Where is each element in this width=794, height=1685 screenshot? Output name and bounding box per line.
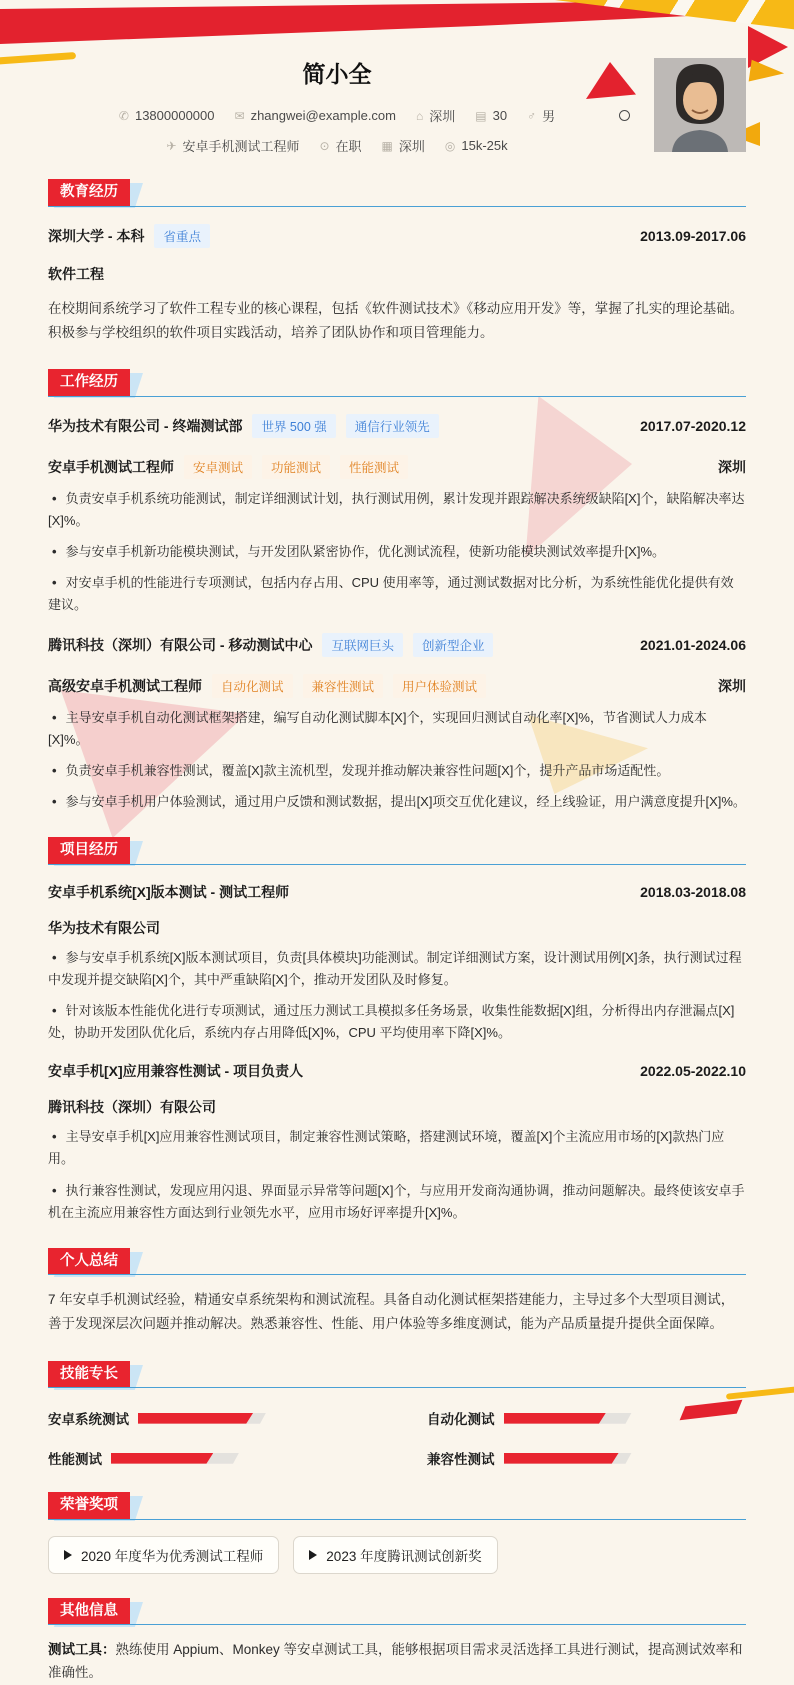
school-tag: 省重点	[154, 224, 210, 248]
project-bullet: • 针对该版本性能优化进行专项测试，通过压力测试工具模拟多任务场景，收集性能数据[X]组，分析得出内存泄漏点[X]处，协助开发团队优化后，系统内存占用降低[X]%，CPU 平均使用率下降[X]%。	[48, 1003, 735, 1041]
bullet-dot: •	[52, 543, 57, 559]
job-date: 2021.01-2024.06	[640, 637, 746, 654]
job-location: 深圳	[718, 678, 746, 695]
honor-text: 2023 年度腾讯测试创新奖	[326, 1548, 482, 1564]
bullet-dot: •	[52, 1182, 57, 1198]
project-name: 安卓手机[X]应用兼容性测试 - 项目负责人	[48, 1063, 304, 1080]
section-title-badge: 其他信息	[48, 1598, 130, 1625]
other-info-value: 熟练使用 Appium、Monkey 等安卓测试工具，能够根据项目需求灵活选择工具进行测试，提高测试效率和准确性。	[48, 1642, 743, 1681]
project-bullet: • 参与安卓手机系统[X]版本测试项目，负责[具体模块]功能测试。制定详细测试方案，设计测试用例[X]条，执行测试过程中发现并提交缺陷[X]个，其中严重缺陷[X]个，推动开发团队及时修复。	[48, 949, 742, 988]
job-role: 安卓手机测试工程师	[48, 458, 174, 475]
contact-row-1	[48, 106, 626, 125]
section-header	[48, 1598, 746, 1626]
role-tag: 功能测试	[262, 455, 330, 479]
skill-bar-fill	[504, 1453, 619, 1464]
skill-item	[427, 1448, 746, 1468]
email-item	[235, 108, 397, 123]
role-tag: 性能测试	[340, 455, 408, 479]
bullet-dot: •	[52, 763, 57, 779]
section-header	[48, 1248, 746, 1276]
job-intention-icon: ✈	[166, 138, 177, 153]
role-tag: 自动化测试	[212, 674, 293, 698]
section-header	[48, 1361, 746, 1389]
bullet-dot: •	[52, 574, 57, 590]
project-name: 安卓手机系统[X]版本测试 - 测试工程师	[48, 883, 290, 900]
skill-bar-fill	[504, 1413, 606, 1424]
status-value: 在职	[335, 139, 362, 154]
bullet-dot: •	[52, 1129, 57, 1145]
job-entry	[48, 633, 746, 813]
section-work	[48, 369, 746, 813]
skill-bar-track	[138, 1413, 266, 1424]
job-bullet: • 主导安卓手机自动化测试框架搭建，编写自动化测试脚本[X]个，实现回归测试自动化率[X]%，节省测试人力成本[X]%。	[48, 710, 707, 748]
skill-bar-fill	[138, 1413, 253, 1424]
bullet-dot: •	[52, 1003, 57, 1019]
bullet-dot: •	[52, 794, 57, 810]
bullet-dot: •	[52, 949, 57, 965]
job-intention-item	[166, 136, 299, 155]
job-intention-value: 安卓手机测试工程师	[182, 139, 300, 154]
section-title-badge: 工作经历	[48, 369, 130, 396]
section-honors	[48, 1492, 746, 1574]
age-item	[475, 108, 507, 123]
section-header	[48, 837, 746, 865]
company-tag: 世界 500 强	[252, 414, 335, 438]
project-org: 华为技术有限公司	[48, 919, 160, 936]
job-bullet: • 负责安卓手机兼容性测试，覆盖[X]款主流机型，发现并推动解决兼容性问题[X]个，提升产品市场适配性。	[52, 763, 670, 779]
project-date: 2022.05-2022.10	[640, 1063, 746, 1080]
job-date: 2017.07-2020.12	[640, 417, 746, 434]
company-tag: 创新型企业	[413, 633, 494, 657]
major: 软件工程	[48, 265, 104, 282]
work-city-item	[382, 136, 425, 155]
play-icon	[309, 1550, 317, 1560]
age-icon: ▤	[475, 108, 487, 123]
role-tag: 兼容性测试	[303, 674, 384, 698]
summary-text: 7 年安卓手机测试经验，精通安卓系统架构和测试流程。具备自动化测试框架搭建能力，主导过多个大型项目测试，善于发现深层次问题并推动解决。熟悉兼容性、性能、用户体验等多维度测试，能为产品质量提升提供全面保障。	[48, 1292, 735, 1332]
skill-label: 性能测试	[48, 1452, 102, 1468]
skill-bar-track	[504, 1453, 632, 1464]
skill-label: 安卓系统测试	[48, 1412, 129, 1428]
job-bullet: • 参与安卓手机新功能模块测试，与开发团队紧密协作，优化测试流程，使新功能模块测试效率提升[X]%。	[52, 543, 666, 559]
salary-icon: ◎	[444, 138, 456, 153]
section-title-badge: 荣誉奖项	[48, 1492, 130, 1519]
job-location: 深圳	[718, 458, 746, 475]
project-date: 2018.03-2018.08	[640, 883, 746, 900]
page-title: 简小全	[302, 61, 372, 87]
section-title-badge: 教育经历	[48, 179, 130, 206]
company-tag: 互联网巨头	[322, 633, 403, 657]
project-entry	[48, 882, 746, 1044]
section-header	[48, 1492, 746, 1520]
email-value: zhangwei@example.com	[250, 108, 396, 123]
education-date: 2013.09-2017.06	[640, 227, 746, 244]
job-bullet: • 对安卓手机的性能进行专项测试，包括内存占用、CPU 使用率等，通过测试数据对比分析，为系统性能优化提供有效建议。	[48, 574, 734, 612]
project-entry	[48, 1061, 746, 1223]
gender-icon: ♂	[527, 108, 537, 123]
bullet-dot: •	[52, 490, 57, 506]
phone-icon: ✆	[118, 108, 129, 123]
company-name: 腾讯科技（深圳）有限公司 - 移动测试中心	[48, 637, 313, 654]
job-bullet: • 负责安卓手机系统功能测试，制定详细测试计划，执行测试用例，累计发现并跟踪解决系统级缺陷[X]个，缺陷解决率达[X]%。	[48, 490, 745, 528]
other-info-text	[48, 1639, 746, 1685]
skill-bar-fill	[111, 1453, 213, 1464]
skill-bar-track	[111, 1453, 239, 1464]
honor-pill	[293, 1536, 497, 1574]
home-city-item	[416, 106, 455, 125]
profile-photo	[654, 58, 746, 152]
project-bullet: • 执行兼容性测试，发现应用闪退、界面显示异常等问题[X]个，与应用开发商沟通协调，推动问题解决。最终使该安卓手机在主流应用兼容性方面达到行业领先水平，应用市场好评率提升[X]%。	[48, 1182, 745, 1220]
section-title-badge: 技能专长	[48, 1361, 130, 1388]
salary-item	[445, 138, 508, 153]
mail-icon: ✉	[234, 108, 245, 123]
role-tag: 用户体验测试	[393, 674, 486, 698]
work-city-value: 深圳	[398, 139, 425, 154]
company-name: 华为技术有限公司 - 终端测试部	[48, 417, 243, 434]
phone-value: 13800000000	[134, 108, 215, 123]
status-item	[319, 136, 361, 155]
school-name: 深圳大学 - 本科	[48, 227, 145, 244]
section-header	[48, 179, 746, 207]
skill-item	[427, 1408, 746, 1428]
contact-row-2	[48, 136, 626, 155]
play-icon	[64, 1550, 72, 1560]
honor-pill	[48, 1536, 279, 1574]
home-city-value: 深圳	[429, 109, 456, 124]
job-entry	[48, 414, 746, 616]
avatar	[654, 58, 746, 152]
company-tag: 通信行业领先	[346, 414, 439, 438]
gender-item	[527, 106, 555, 125]
status-icon: ⊙	[319, 138, 330, 153]
section-header	[48, 369, 746, 397]
section-education	[48, 179, 746, 345]
home-icon: ⌂	[416, 108, 424, 123]
job-role: 高级安卓手机测试工程师	[48, 678, 202, 695]
section-skills	[48, 1361, 746, 1469]
skill-label: 兼容性测试	[427, 1452, 495, 1468]
section-title-badge: 个人总结	[48, 1248, 130, 1275]
salary-value: 15k-25k	[461, 138, 508, 153]
role-tag: 安卓测试	[184, 455, 252, 479]
other-info-label: 测试工具：	[48, 1642, 116, 1658]
section-other	[48, 1598, 746, 1685]
section-summary	[48, 1248, 746, 1337]
skill-item	[48, 1408, 367, 1428]
project-bullet: • 主导安卓手机[X]应用兼容性测试项目，制定兼容性测试策略，搭建测试环境，覆盖[X]个主流应用市场的[X]款热门应用。	[48, 1129, 725, 1167]
city-icon: ▦	[381, 138, 393, 153]
section-projects	[48, 837, 746, 1223]
honor-text: 2020 年度华为优秀测试工程师	[81, 1548, 264, 1564]
skill-item	[48, 1448, 367, 1468]
section-title-badge: 项目经历	[48, 837, 130, 864]
skill-label: 自动化测试	[427, 1412, 495, 1428]
age-value: 30	[492, 108, 508, 123]
skill-bar-track	[504, 1413, 632, 1424]
gender-value: 男	[542, 109, 556, 124]
phone-item	[119, 108, 215, 123]
job-bullet: • 参与安卓手机用户体验测试，通过用户反馈和测试数据，提出[X]项交互优化建议，经上线验证，用户满意度提升[X]%。	[52, 794, 746, 810]
bullet-dot: •	[52, 710, 57, 726]
education-description: 在校期间系统学习了软件工程专业的核心课程，包括《软件测试技术》《移动应用开发》等，掌握了扎实的理论基础。积极参与学校组织的软件项目实践活动，培养了团队协作和项目管理能力。	[48, 300, 744, 340]
project-org: 腾讯科技（深圳）有限公司	[48, 1099, 216, 1116]
